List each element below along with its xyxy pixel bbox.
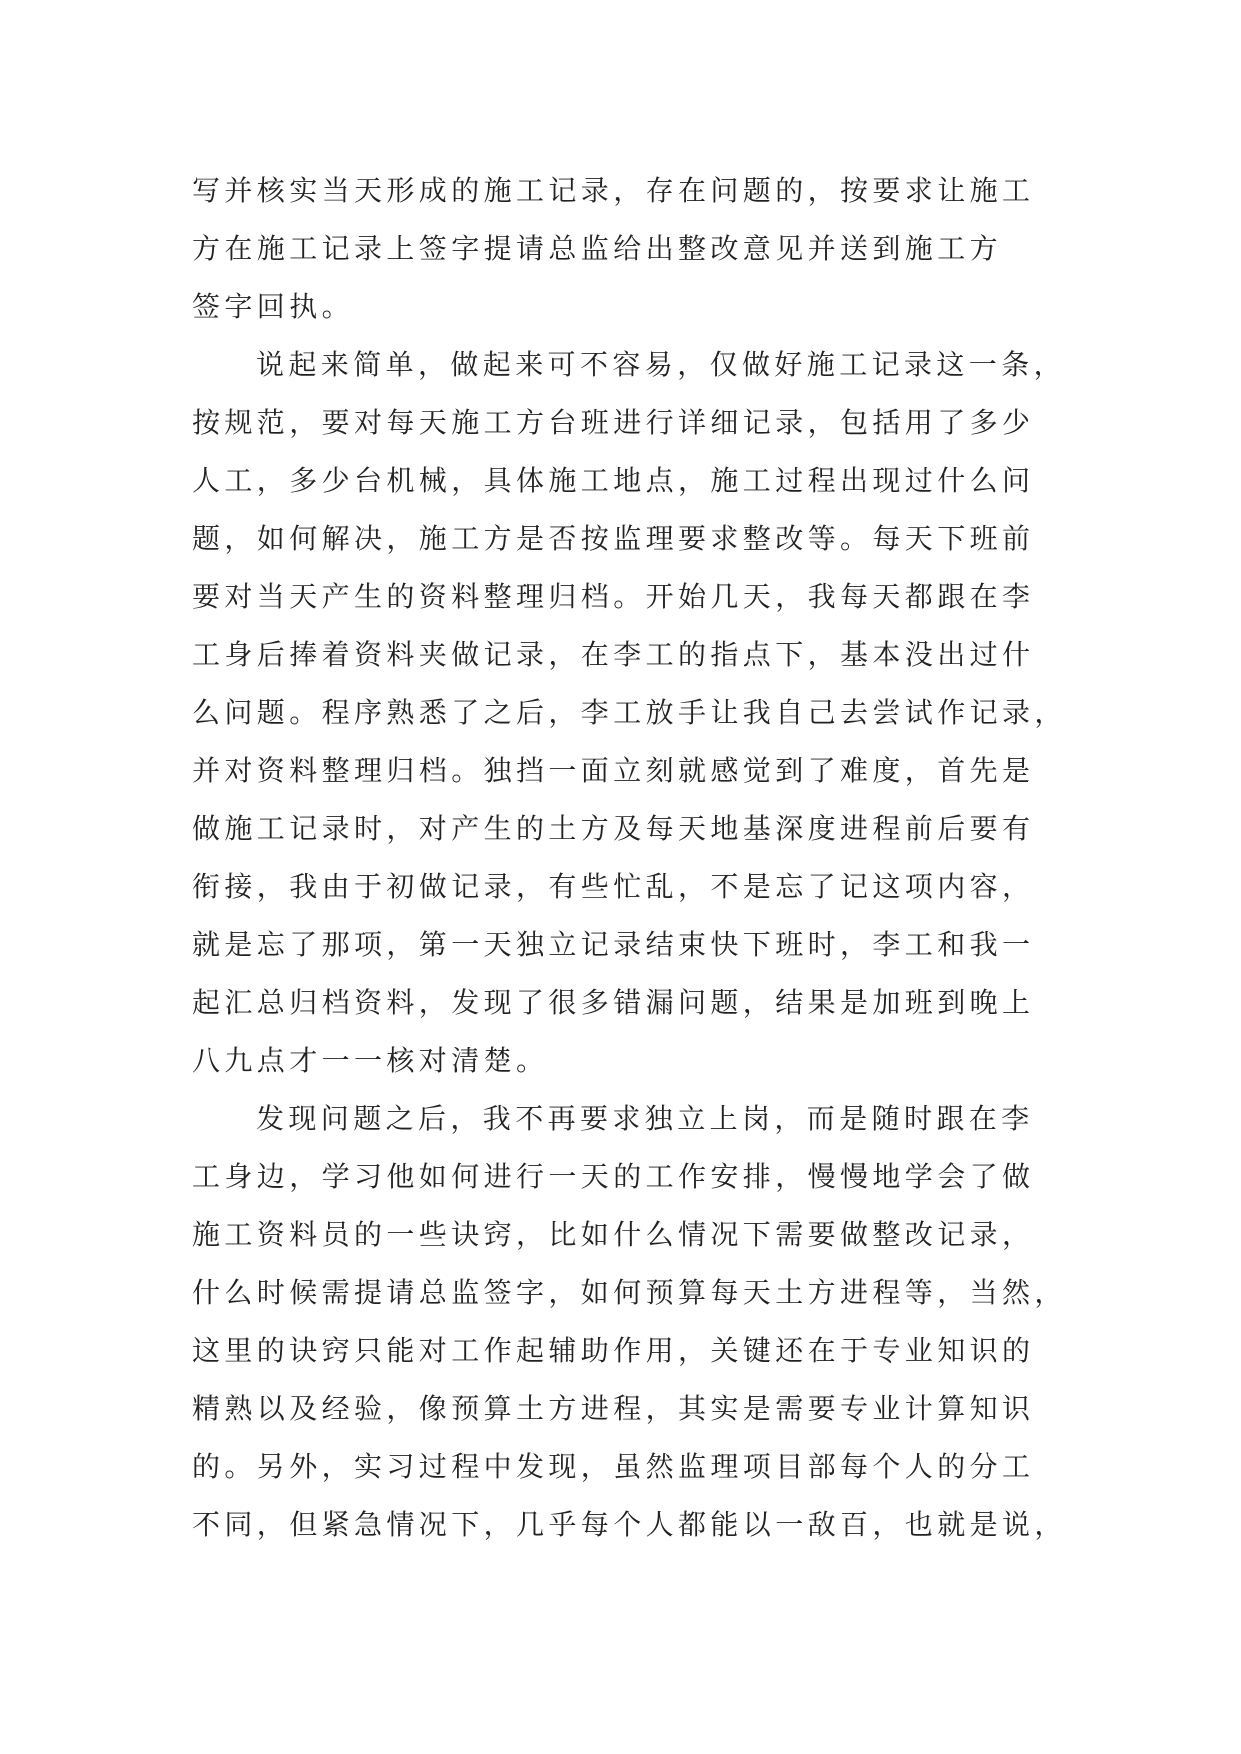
text-line: 做施工记录时，对产生的土方及每天地基深度进程前后要有 xyxy=(192,812,1035,845)
paragraph-2 xyxy=(192,336,1067,1090)
text-line: 八九点才一一核对清楚。 xyxy=(192,1044,549,1077)
text-line: 么问题。程序熟悉了之后，李工放手让我自己去尝试作记录， xyxy=(192,696,1067,729)
text-line: 工身后捧着资料夹做记录，在李工的指点下，基本没出过什 xyxy=(192,638,1035,671)
text-line: 施工资料员的一些诀窍，比如什么情况下需要做整改记录， xyxy=(192,1218,1035,1251)
text-line: 这里的诀窍只能对工作起辅助作用，关键还在于专业知识的 xyxy=(192,1334,1035,1367)
text-line: 就是忘了那项，第一天独立记录结束快下班时，李工和我一 xyxy=(192,928,1035,961)
text-line: 发现问题之后，我不再要求独立上岗，而是随时跟在李 xyxy=(256,1102,1034,1135)
text-line: 衔接，我由于初做记录，有些忙乱，不是忘了记这项内容， xyxy=(192,870,1035,903)
paragraph-3 xyxy=(192,1090,1067,1554)
text-line: 精熟以及经验，像预算土方进程，其实是需要专业计算知识 xyxy=(192,1392,1035,1425)
text-line: 人工，多少台机械，具体施工地点，施工过程出现过什么问 xyxy=(192,464,1035,497)
text-line: 签字回执。 xyxy=(192,290,355,323)
text-line: 按规范，要对每天施工方台班进行详细记录，包括用了多少 xyxy=(192,406,1035,439)
text-line: 题，如何解决，施工方是否按监理要求整改等。每天下班前 xyxy=(192,522,1035,555)
text-line: 的。另外，实习过程中发现，虽然监理项目部每个人的分工 xyxy=(192,1450,1035,1483)
text-line: 什么时候需提请总监签字，如何预算每天土方进程等，当然， xyxy=(192,1276,1067,1309)
text-line: 起汇总归档资料，发现了很多错漏问题，结果是加班到晚上 xyxy=(192,986,1035,1019)
text-line: 写并核实当天形成的施工记录，存在问题的，按要求让施工 xyxy=(192,174,1035,207)
paragraph-1 xyxy=(192,162,1060,336)
text-line: 方在施工记录上签字提请总监给出整改意见并送到施工方 xyxy=(192,232,1003,265)
text-line: 不同，但紧急情况下，几乎每个人都能以一敌百，也就是说， xyxy=(192,1508,1067,1541)
text-line: 要对当天产生的资料整理归档。开始几天，我每天都跟在李 xyxy=(192,580,1035,613)
text-line: 并对资料整理归档。独挡一面立刻就感觉到了难度，首先是 xyxy=(192,754,1035,787)
text-line: 说起来简单，做起来可不容易，仅做好施工记录这一条， xyxy=(256,348,1067,381)
text-line: 工身边，学习他如何进行一天的工作安排，慢慢地学会了做 xyxy=(192,1160,1035,1193)
body-text xyxy=(192,162,1067,1554)
